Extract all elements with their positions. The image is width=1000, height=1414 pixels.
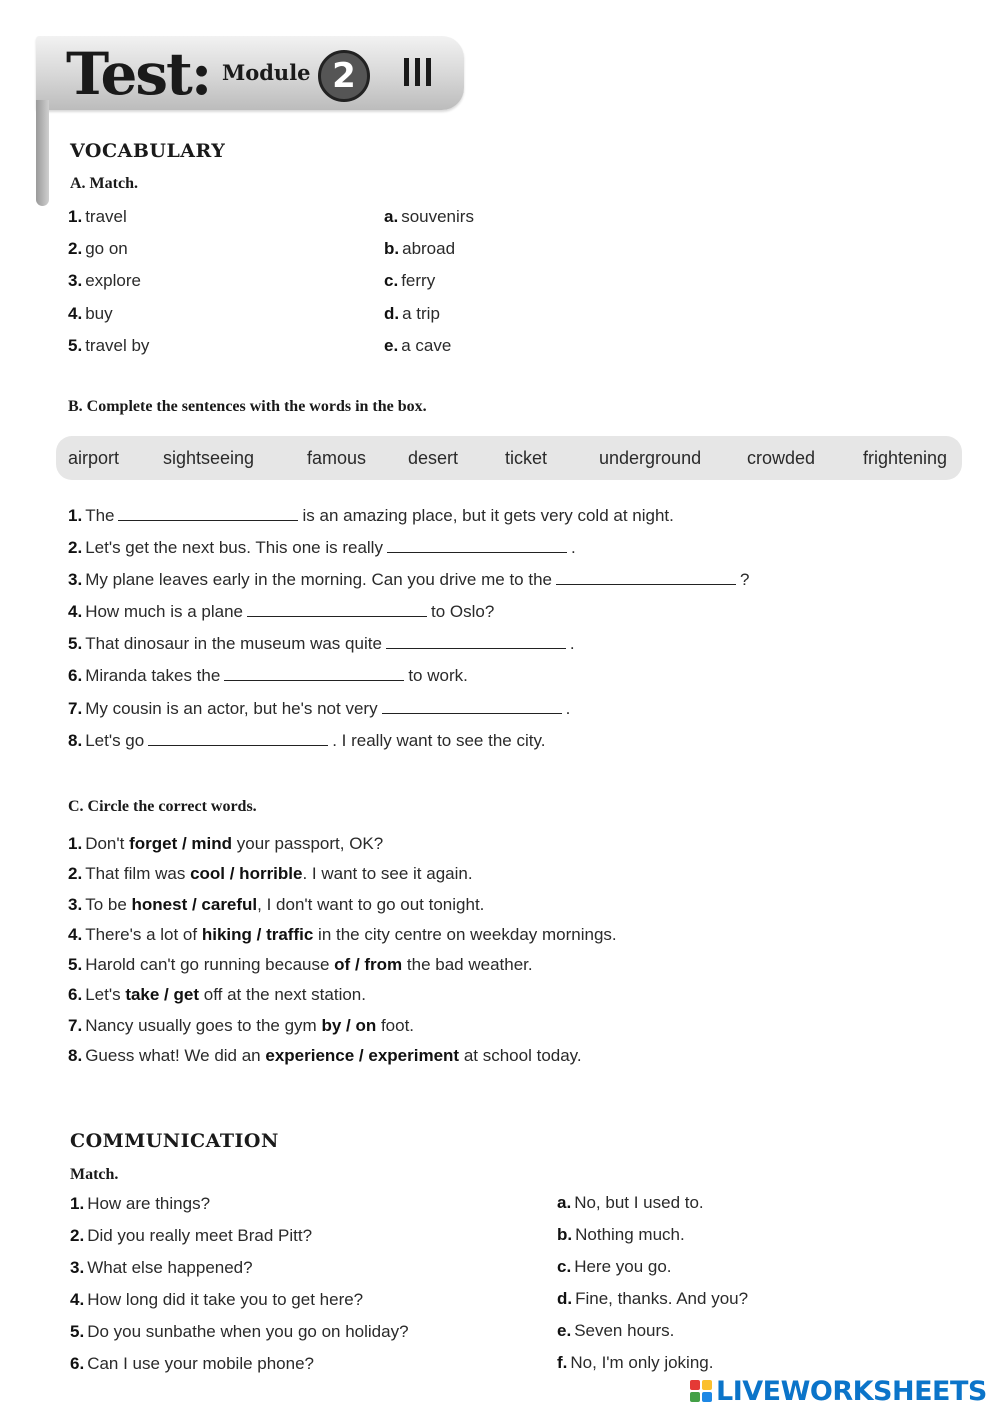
sentence-b-7: 7. My cousin is an actor, but he's not very . bbox=[68, 699, 571, 718]
sentence-c-1: 1. Don't forget / mind your passport, OK? bbox=[68, 834, 384, 853]
communication-right-d: d. Fine, thanks. And you? bbox=[557, 1289, 749, 1308]
answer-blank[interactable] bbox=[148, 729, 328, 746]
sentence-b-4: 4. How much is a plane to Oslo? bbox=[68, 602, 495, 621]
word-choice[interactable]: by / on bbox=[321, 1016, 377, 1035]
answer-blank[interactable] bbox=[387, 536, 567, 553]
word-choice[interactable]: of / from bbox=[334, 955, 403, 974]
match-a-left-1: 1. travel bbox=[68, 207, 127, 226]
word-box-item: desert bbox=[408, 448, 459, 468]
sentence-c-5: 5. Harold can't go running because of / from the bad weather. bbox=[68, 955, 533, 974]
answer-blank[interactable] bbox=[382, 697, 562, 714]
section-communication-title: COMMUNICATION bbox=[70, 1130, 279, 1152]
communication-right-f: f. No, I'm only joking. bbox=[557, 1353, 714, 1372]
word-choice[interactable]: hiking / traffic bbox=[201, 925, 314, 944]
match-a-right-b: b. abroad bbox=[384, 239, 456, 258]
word-box-item: frightening bbox=[863, 448, 948, 468]
communication-left-3: 3. What else happened? bbox=[70, 1258, 253, 1277]
sentence-c-6: 6. Let's take / get off at the next station. bbox=[68, 985, 366, 1004]
sentence-c-8: 8. Guess what! We did an experience / experiment at school today. bbox=[68, 1046, 582, 1065]
sentence-b-8: 8. Let's go . I really want to see the city. bbox=[68, 731, 546, 750]
match-a-left-4: 4. buy bbox=[68, 304, 113, 323]
sentence-c-3: 3. To be honest / careful, I don't want to go out tonight. bbox=[68, 895, 485, 914]
sentence-c-4: 4. There's a lot of hiking / traffic in the city centre on weekday mornings. bbox=[68, 925, 617, 944]
answer-blank[interactable] bbox=[118, 504, 298, 521]
communication-match-title: Match. bbox=[70, 1166, 119, 1183]
sentence-b-5: 5. That dinosaur in the museum was quite . bbox=[68, 634, 575, 653]
communication-right-e: e. Seven hours. bbox=[557, 1321, 675, 1340]
match-a-right-d: d. a trip bbox=[384, 304, 440, 323]
module-number-badge: 2 bbox=[318, 50, 370, 102]
header-side-bar bbox=[36, 100, 49, 206]
liveworksheets-logo-text: LIVEWORKSHEETS bbox=[716, 1375, 987, 1407]
liveworksheets-logo[interactable] bbox=[690, 1374, 987, 1408]
match-a-right-a: a. souvenirs bbox=[384, 207, 474, 226]
word-choice[interactable]: forget / mind bbox=[129, 834, 233, 853]
answer-blank[interactable] bbox=[224, 664, 404, 681]
sentence-b-3: 3. My plane leaves early in the morning. Can you drive me to the ? bbox=[68, 570, 750, 589]
task-a-title: A. Match. bbox=[70, 175, 138, 192]
communication-left-4: 4. How long did it take you to get here? bbox=[70, 1290, 364, 1309]
communication-right-a: a. No, but I used to. bbox=[557, 1193, 704, 1212]
communication-right-b: b. Nothing much. bbox=[557, 1225, 685, 1244]
sentence-b-1: 1. The is an amazing place, but it gets very cold at night. bbox=[68, 506, 674, 525]
task-c-title: C. Circle the correct words. bbox=[68, 798, 257, 815]
communication-left-2: 2. Did you really meet Brad Pitt? bbox=[70, 1226, 313, 1245]
word-choice[interactable]: take / get bbox=[125, 985, 200, 1004]
match-a-left-3: 3. explore bbox=[68, 271, 141, 290]
sentence-b-6: 6. Miranda takes the to work. bbox=[68, 666, 468, 685]
sentence-c-7: 7. Nancy usually goes to the gym by / on foot. bbox=[68, 1016, 415, 1035]
answer-blank[interactable] bbox=[386, 632, 566, 649]
communication-left-5: 5. Do you sunbathe when you go on holiday? bbox=[70, 1322, 409, 1341]
match-a-left-5: 5. travel by bbox=[68, 336, 150, 355]
match-a-right-c: c. ferry bbox=[384, 271, 436, 290]
communication-left-1: 1. How are things? bbox=[70, 1194, 211, 1213]
module-bars-icon bbox=[404, 58, 431, 88]
communication-left-6: 6. Can I use your mobile phone? bbox=[70, 1354, 314, 1373]
word-box-item: ticket bbox=[505, 448, 548, 468]
word-box-item: airport bbox=[68, 448, 120, 468]
answer-blank[interactable] bbox=[556, 568, 736, 585]
liveworksheets-logo-icon bbox=[690, 1380, 712, 1402]
answer-blank[interactable] bbox=[247, 600, 427, 617]
task-b-title: B. Complete the sentences with the words in the box. bbox=[68, 398, 427, 415]
word-box-item: underground bbox=[599, 448, 702, 468]
word-choice[interactable]: honest / careful bbox=[131, 895, 258, 914]
section-vocabulary-title: VOCABULARY bbox=[70, 140, 226, 162]
word-box-item: famous bbox=[307, 448, 367, 468]
word-box-item: sightseeing bbox=[163, 448, 255, 468]
module-label: Module bbox=[222, 60, 311, 85]
word-choice[interactable]: experience / experiment bbox=[265, 1046, 460, 1065]
test-title: Test: bbox=[66, 40, 211, 108]
match-a-right-e: e. a cave bbox=[384, 336, 452, 355]
communication-right-c: c. Here you go. bbox=[557, 1257, 672, 1276]
word-choice[interactable]: cool / horrible bbox=[190, 864, 303, 883]
match-a-left-2: 2. go on bbox=[68, 239, 128, 258]
word-box-item: crowded bbox=[747, 448, 816, 468]
sentence-c-2: 2. That film was cool / horrible. I want to see it again. bbox=[68, 864, 473, 883]
sentence-b-2: 2. Let's get the next bus. This one is really . bbox=[68, 538, 576, 557]
